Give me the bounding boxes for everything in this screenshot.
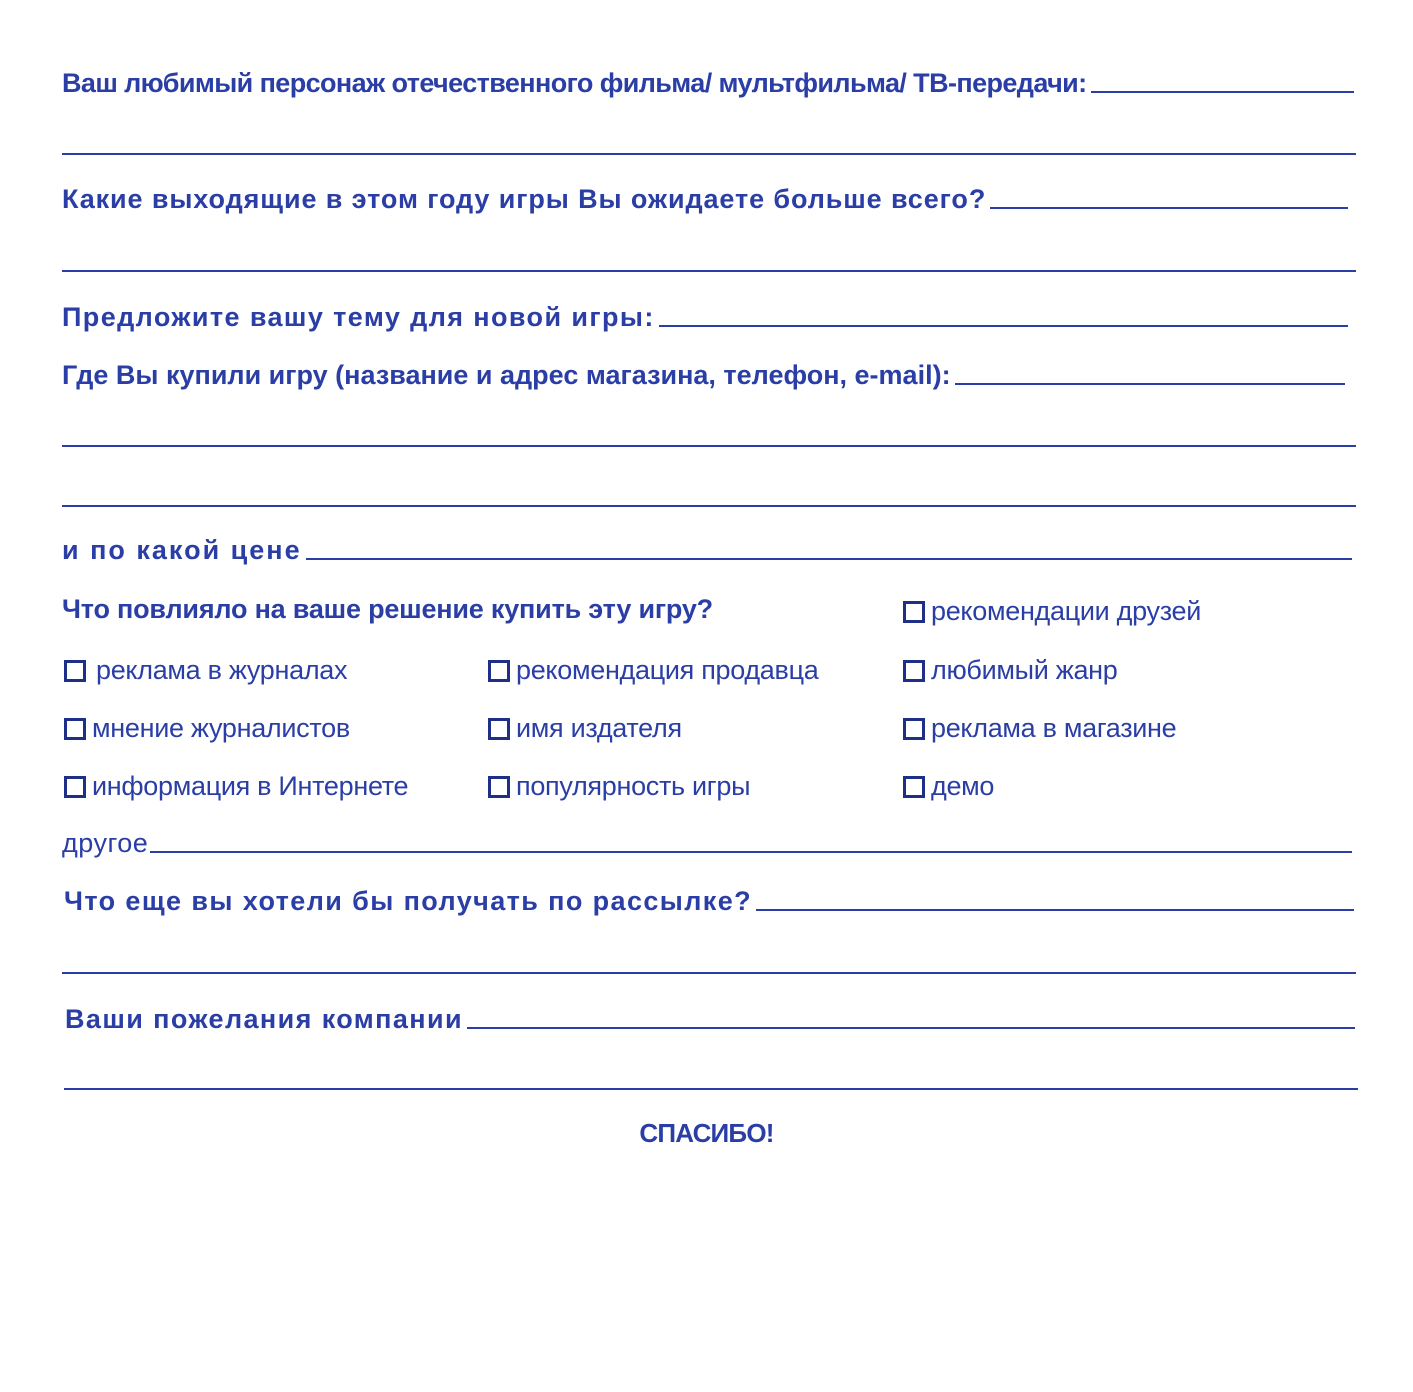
question-awaited-games-label: Какие выходящие в этом году игры Вы ожидаете больше всего?: [62, 184, 987, 214]
question-mailing-label: Что еще вы хотели бы получать по рассылке?: [64, 886, 753, 916]
option-label: рекомендации друзей: [931, 596, 1201, 626]
option-seller-recommendation[interactable]: [488, 655, 818, 686]
answer-line-other[interactable]: [150, 850, 1352, 853]
question-favorite-character-label: Ваш любимый персонаж отечественного фильма/ мультфильма/ ТВ-передачи:: [62, 68, 1087, 98]
answer-line-awaited-games-2[interactable]: [62, 270, 1356, 272]
option-game-popularity[interactable]: [488, 771, 750, 802]
question-decision: [62, 594, 713, 625]
question-suggest-theme-label: Предложите вашу тему для новой игры:: [62, 302, 655, 332]
option-store-ads[interactable]: [903, 713, 1176, 744]
question-price-label: и по какой цене: [62, 535, 302, 565]
checkbox[interactable]: [903, 718, 925, 740]
option-label: рекомендация продавца: [516, 655, 819, 685]
answer-line-wishes[interactable]: [467, 1026, 1355, 1029]
answer-line-mailing[interactable]: [756, 908, 1354, 911]
checkbox[interactable]: [64, 776, 86, 798]
option-label: имя издателя: [516, 713, 682, 743]
question-decision-label: Что повлияло на ваше решение купить эту игру?: [62, 594, 713, 624]
checkbox[interactable]: [903, 601, 925, 623]
option-publisher-name[interactable]: [488, 713, 682, 744]
question-other: [62, 828, 1352, 859]
answer-line-mailing-2[interactable]: [62, 972, 1356, 974]
question-awaited-games: [62, 184, 1348, 215]
option-label: любимый жанр: [931, 655, 1118, 685]
answer-line-suggest-theme[interactable]: [659, 324, 1348, 327]
question-wishes: [65, 1004, 1355, 1035]
checkbox[interactable]: [488, 776, 510, 798]
option-label: реклама в журналах: [96, 655, 348, 685]
question-wishes-label: Ваши пожелания компании: [65, 1004, 463, 1034]
question-where-bought: [62, 360, 1345, 391]
checkbox[interactable]: [488, 718, 510, 740]
answer-line-wishes-2[interactable]: [64, 1088, 1358, 1090]
option-label: мнение журналистов: [92, 713, 350, 743]
option-label: информация в Интернете: [92, 771, 409, 801]
checkbox[interactable]: [903, 660, 925, 682]
answer-line-where-bought-2[interactable]: [62, 445, 1356, 447]
question-mailing: [64, 886, 1354, 917]
answer-line-awaited-games[interactable]: [990, 206, 1348, 209]
answer-line-price[interactable]: [306, 557, 1352, 560]
option-friends-recommendation[interactable]: [903, 596, 1201, 627]
option-label: демо: [931, 771, 995, 801]
checkbox[interactable]: [64, 718, 86, 740]
question-price: [62, 535, 1352, 566]
answer-line-favorite-character-2[interactable]: [62, 153, 1356, 155]
option-internet-info[interactable]: [64, 771, 408, 802]
checkbox[interactable]: [488, 660, 510, 682]
question-suggest-theme: [62, 302, 1348, 333]
question-favorite-character: [62, 68, 1354, 99]
answer-line-where-bought-3[interactable]: [62, 505, 1356, 507]
option-favorite-genre[interactable]: [903, 655, 1118, 686]
checkbox[interactable]: [64, 660, 86, 682]
question-other-label: другое: [62, 828, 149, 858]
option-label: популярность игры: [516, 771, 751, 801]
answer-line-favorite-character[interactable]: [1091, 90, 1354, 93]
option-label: реклама в магазине: [931, 713, 1177, 743]
option-journalists-opinion[interactable]: [64, 713, 350, 744]
thanks-text: СПАСИБО!: [639, 1118, 774, 1148]
question-where-bought-label: Где Вы купили игру (название и адрес магазина, телефон, e-mail):: [62, 360, 951, 390]
option-demo[interactable]: [903, 771, 994, 802]
answer-line-where-bought[interactable]: [955, 382, 1345, 385]
checkbox[interactable]: [903, 776, 925, 798]
option-magazine-ads[interactable]: [64, 655, 347, 686]
